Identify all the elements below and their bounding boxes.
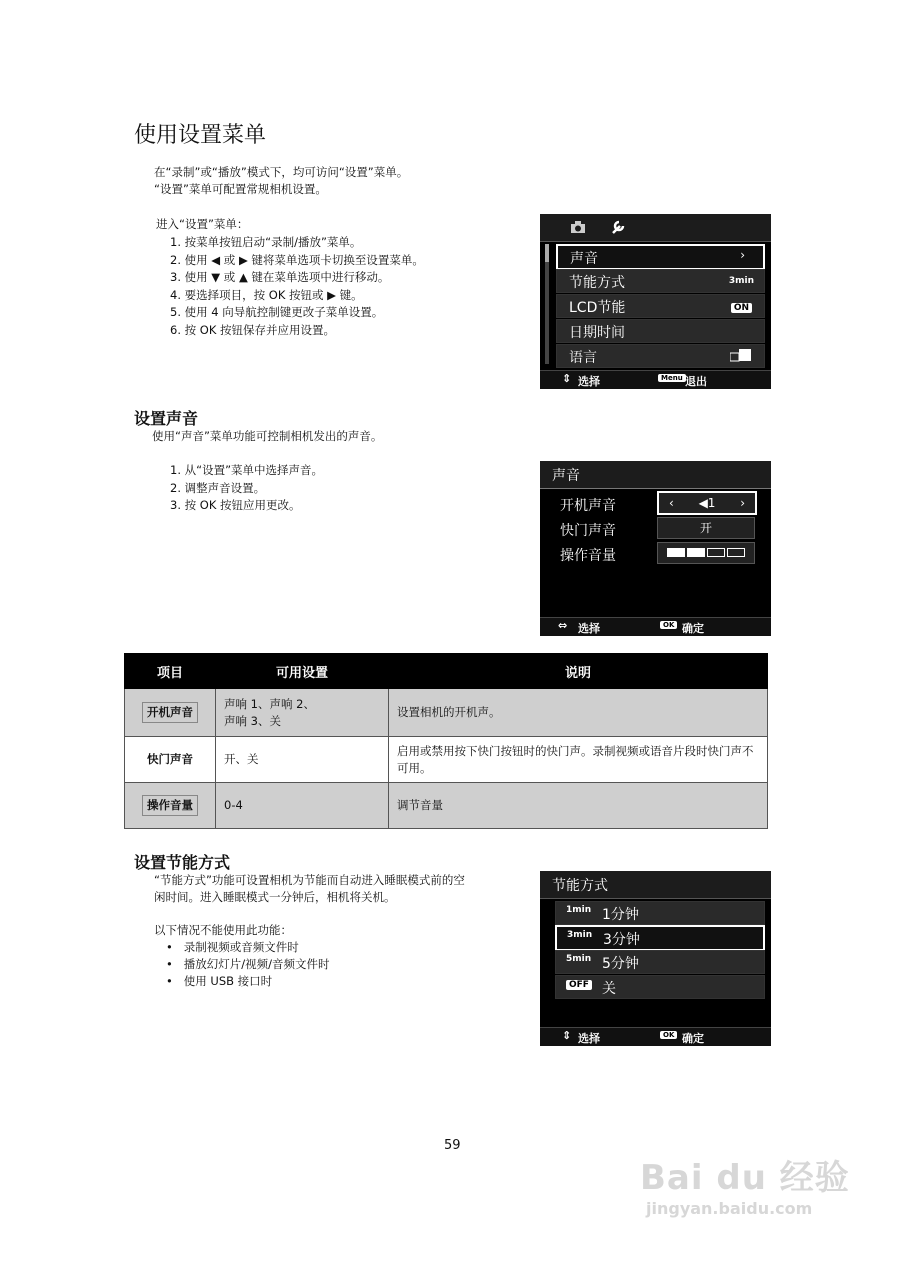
enter-steps [170, 234, 424, 339]
sound-settings-table [124, 653, 768, 829]
menu-item-datetime[interactable]: 日期时间 [556, 319, 765, 343]
watermark [640, 1150, 850, 1218]
table-header: 项目 可用设置 说明 [125, 654, 768, 689]
wrench-icon [610, 219, 626, 235]
timer-5min-icon: 5min [566, 954, 592, 964]
sound-steps [170, 462, 323, 515]
ok-button-icon: OK [660, 621, 677, 629]
watermark-url: jingyan.baidu.com [646, 1199, 813, 1218]
sound-screen [540, 461, 771, 636]
table-row: 开机声音 声响 1、声响 2、 声响 3、关 设置相机的开机声。 [125, 689, 768, 737]
four-way-icon: ⇔ [558, 619, 568, 632]
shutter-sound-label: 快门声音 [560, 523, 616, 539]
power-bullets [166, 939, 330, 990]
watermark-brand: Bai du 经验 [640, 1158, 850, 1198]
step-3: 3. 使用 ▼ 或 ▲ 键在菜单选项中进行移动。 [170, 270, 390, 284]
power-heading: 设置节能方式 [134, 853, 231, 872]
sound-screen-footer: ⇔ 选择 OK 确定 [540, 617, 771, 636]
sound-step-2: 2. 调整声音设置。 [170, 480, 266, 495]
option-5min[interactable]: 5min 5分钟 [555, 950, 765, 974]
sound-heading: 设置声音 [134, 409, 199, 428]
sound-step-1: 1. 从“设置”菜单中选择声音。 [170, 463, 324, 477]
option-3min[interactable]: 3min 3分钟 [555, 925, 765, 951]
step-1: 1. 按菜单按钮启动“录制/播放”菜单。 [170, 235, 362, 249]
camera-icon [570, 220, 586, 234]
enter-heading: 进入“设置”菜单： [156, 217, 249, 231]
speaker-icon: ◀ [698, 496, 708, 510]
menu-item-sound[interactable]: 声音 › [556, 244, 765, 270]
startup-sound-label: 开机声音 [560, 498, 616, 514]
volume-segment [687, 548, 705, 557]
menu-button-icon: Menu [658, 374, 686, 382]
intro-line-1: 在“录制”或“播放”模式下，均可访问“设置”菜单。 [154, 165, 409, 179]
step-4: 4. 要选择项目，按 OK 按钮或 ▶ 键。 [170, 287, 363, 302]
ok-button-icon: OK [660, 1031, 677, 1039]
setup-menu-footer: ⇕ 选择 Menu 退出 [540, 370, 771, 389]
setup-menu-screen [540, 214, 771, 389]
sound-step-3: 3. 按 OK 按钮应用更改。 [170, 498, 301, 512]
page-title: 使用设置菜单 [134, 123, 267, 148]
volume-bar[interactable] [657, 542, 755, 564]
chevron-left-icon[interactable]: ‹ [669, 496, 674, 510]
table-row: 快门声音 开、关 启用或禁用按下快门按钮时的快门声。录制视频或语音片段时快门声不可用。 [125, 737, 768, 783]
up-down-icon: ⇕ [562, 1029, 572, 1042]
sound-intro: 使用“声音”菜单功能可控制相机发出的声音。 [152, 429, 383, 443]
volume-label: 操作音量 [560, 548, 616, 564]
intro-text [154, 164, 408, 198]
setup-menu-tabs [540, 214, 771, 242]
off-icon: OFF [566, 980, 592, 990]
timer-1min-icon: 1min [566, 905, 592, 915]
volume-segment [667, 548, 685, 557]
menu-item-power-save[interactable]: 节能方式 3min [556, 269, 765, 293]
power-save-screen [540, 871, 771, 1046]
power-screen-title: 节能方式 [552, 878, 608, 894]
list-item: • 录制视频或音频文件时 [166, 940, 299, 954]
language-icon [730, 349, 752, 362]
timer-3min-icon: 3min [567, 930, 593, 940]
list-item: • 播放幻灯片/视频/音频文件时 [166, 957, 330, 971]
up-down-icon: ⇕ [562, 372, 572, 385]
timer-3min-icon: 3min [728, 276, 754, 286]
chevron-right-icon: › [740, 248, 745, 262]
chevron-right-icon[interactable]: › [740, 496, 745, 510]
step-2: 2. 使用 ◀ 或 ▶ 键将菜单选项卡切换至设置菜单。 [170, 252, 424, 267]
startup-sound-selector[interactable]: ‹ ◀1 › [657, 491, 757, 515]
power-intro: “节能方式”功能可设置相机为节能而自动进入睡眠模式前的空 闲时间。进入睡眠模式一分钟后，相机将关机。 [154, 873, 465, 904]
shutter-sound-value[interactable]: 开 [657, 517, 755, 539]
list-item: • 使用 USB 接口时 [166, 974, 273, 988]
power-screen-footer: ⇕ 选择 OK 确定 [540, 1027, 771, 1046]
table-row: 操作音量 0-4 调节音量 [125, 783, 768, 829]
scrollbar[interactable] [545, 244, 549, 364]
intro-line-2: “设置”菜单可配置常规相机设置。 [154, 182, 327, 196]
volume-segment [707, 548, 725, 557]
option-1min[interactable]: 1min 1分钟 [555, 901, 765, 925]
sound-screen-title: 声音 [552, 468, 580, 484]
option-off[interactable]: OFF 关 [555, 975, 765, 999]
power-note: 以下情况不能使用此功能： [154, 923, 292, 937]
page-number: 59 [444, 1138, 461, 1153]
step-6: 6. 按 OK 按钮保存并应用设置。 [170, 322, 336, 337]
menu-item-language[interactable]: 语言 [556, 344, 765, 368]
menu-item-lcd-save[interactable]: LCD节能 ON [556, 294, 765, 318]
on-badge: ON [731, 303, 752, 313]
step-5: 5. 使用 4 向导航控制键更改子菜单设置。 [170, 305, 384, 319]
volume-segment [727, 548, 745, 557]
